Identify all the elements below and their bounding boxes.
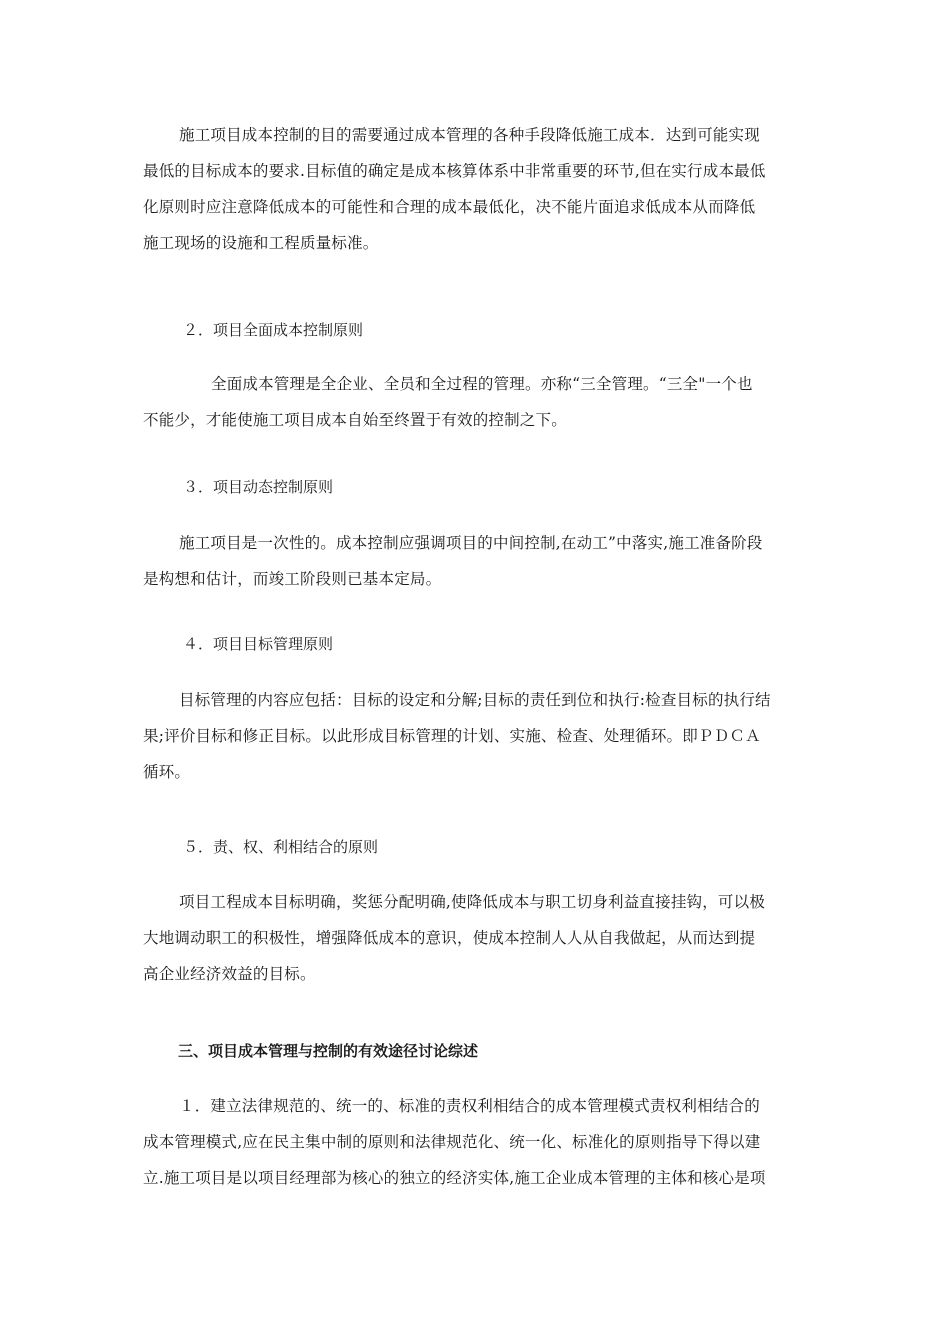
paragraph-legal-cost-model [143,1088,805,1196]
text-line: 施工项目成本控制的目的需要通过成本管理的各种手段降低施工成本．达到可能实现 [179,126,760,144]
text-line: 成本管理模式,应在民主集中制的原则和法律规范化、统一化、标准化的原则指导下得以建 [143,1133,761,1151]
heading-item-2: ２．项目全面成本控制原则 [183,321,364,339]
section-heading-3: 三、项目成本管理与控制的有效途径讨论综述 [178,1042,479,1060]
paragraph-dynamic-control [143,525,805,597]
paragraph-full-cost-management [143,366,805,438]
paragraph-cost-control-purpose [143,117,805,261]
text-line: 大地调动职工的积极性，增强降低成本的意识，使成本控制人人从自我做起，从而达到提 [143,929,756,947]
text-line: 最低的目标成本的要求.目标值的确定是成本核算体系中非常重要的环节,但在实行成本最低 [143,162,766,180]
text-line: １．建立法律规范的、统一的、标准的责权利相结合的成本管理模式责权利相结合的 [179,1097,760,1115]
text-line: 循环。 [143,763,191,781]
text-line: 化原则时应注意降低成本的可能性和合理的成本最低化，决不能片面追求低成本从而降低 [143,198,756,216]
paragraph-target-management [143,682,805,790]
paragraph-responsibility-rights [143,884,805,992]
text-line: 施工项目是一次性的。成本控制应强调项目的中间控制,在动工”中落实,施工准备阶段 [179,534,763,552]
heading-item-4: ４．项目目标管理原则 [183,635,334,653]
text-line: 果;评价目标和修正目标。以此形成目标管理的计划、实施、检查、处理循环。即ＰＤＣＡ [143,727,761,745]
text-line: 目标管理的内容应包括：目标的设定和分解;目标的责任到位和执行:检查目标的执行结 [179,691,771,709]
text-line: 项目工程成本目标明确，奖惩分配明确,使降低成本与职工切身利益直接挂钩，可以极 [179,893,766,911]
heading-item-5: ５．责、权、利相结合的原则 [183,838,379,856]
text-line: 不能少，才能使施工项目成本自始至终置于有效的控制之下。 [143,411,567,429]
text-line: 施工现场的设施和工程质量标准。 [143,234,379,252]
text-line: 是构想和估计，而竣工阶段则已基本定局。 [143,570,442,588]
text-line: 高企业经济效益的目标。 [143,965,316,983]
text-line: 立.施工项目是以项目经理部为核心的独立的经济实体,施工企业成本管理的主体和核心是项 [143,1169,766,1187]
heading-item-3: ３．项目动态控制原则 [183,478,334,496]
text-line: 全面成本管理是全企业、全员和全过程的管理。亦称“三全管理。“三全"一个也 [211,375,753,393]
